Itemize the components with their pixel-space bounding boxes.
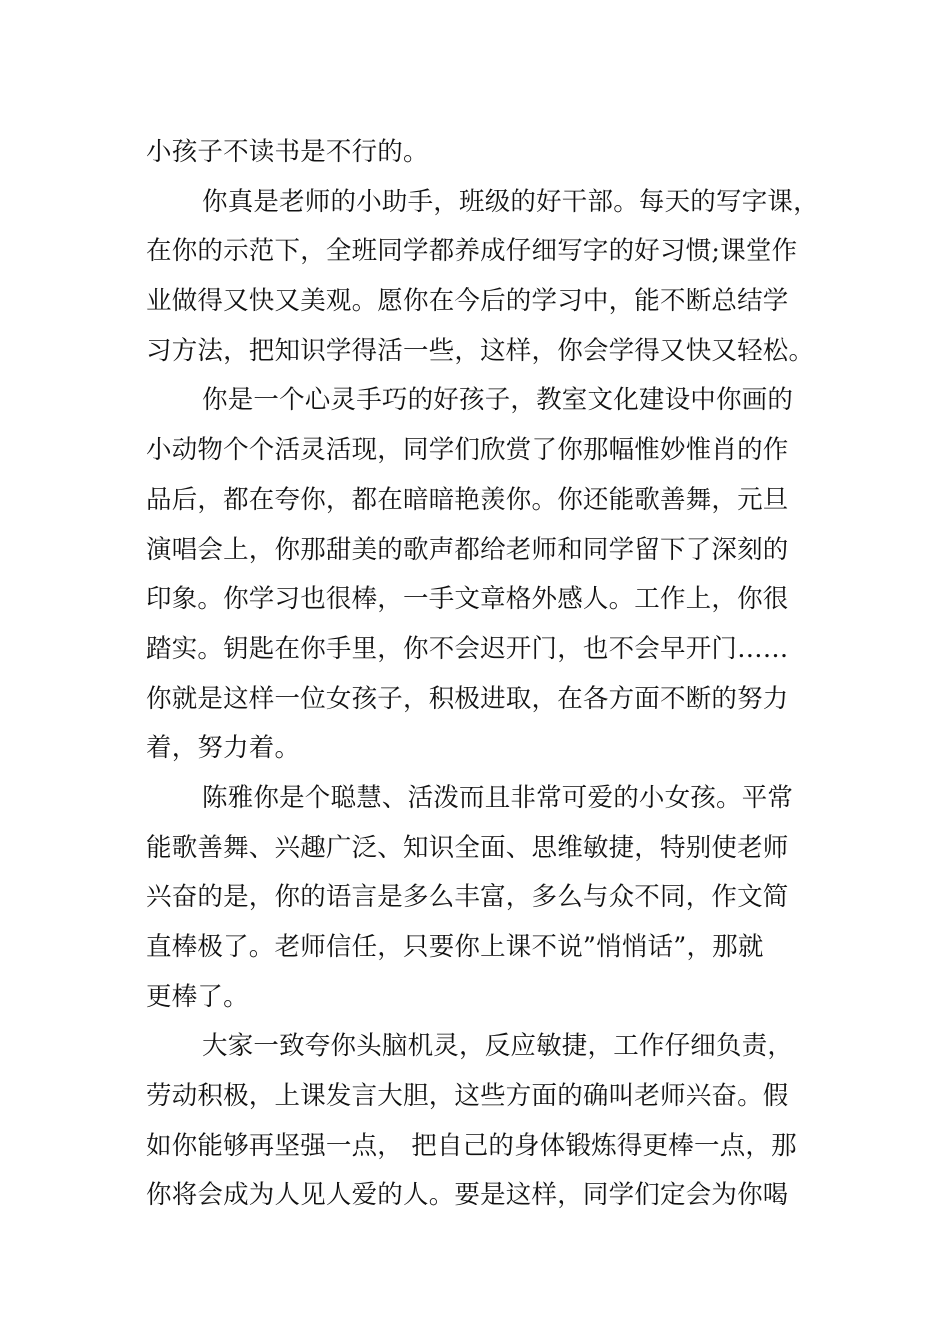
text-line: 更棒了。 — [146, 981, 249, 1012]
paragraph-start-line: 你是一个心灵手巧的好孩子，教室文化建设中你画的 — [202, 385, 794, 416]
text-line: 演唱会上，你那甜美的歌声都给老师和同学留下了深刻的 — [146, 534, 789, 565]
text-line: 如你能够再坚强一点， 把自己的身体锻炼得更棒一点，那 — [146, 1130, 797, 1161]
text-line: 品后，都在夸你，都在暗暗艳羡你。你还能歌善舞，元旦 — [146, 484, 789, 515]
text-line: 你将会成为人见人爱的人。要是这样，同学们定会为你喝 — [146, 1180, 789, 1211]
text-line: 业做得又快又美观。愿你在今后的学习中，能不断总结学 — [146, 286, 789, 317]
text-line: 你就是这样一位女孩子，积极进取，在各方面不断的努力 — [146, 683, 789, 714]
text-line: 兴奋的是，你的语言是多么丰富，多么与众不同，作文简 — [146, 882, 789, 913]
paragraph-start-line: 陈雅你是个聪慧、活泼而且非常可爱的小女孩。平常 — [202, 782, 794, 813]
text-line: 劳动积极，上课发言大胆，这些方面的确叫老师兴奋。假 — [146, 1081, 789, 1112]
text-line: 能歌善舞、兴趣广泛、知识全面、思维敏捷，特别使老师 — [146, 832, 789, 863]
text-line: 小孩子不读书是不行的。 — [146, 137, 429, 167]
text-line: 踏实。钥匙在你手里，你不会迟开门，也不会早开门…… — [146, 633, 789, 664]
text-line: 在你的示范下，全班同学都养成仔细写字的好习惯;课堂作 — [146, 236, 798, 267]
document-body — [146, 128, 818, 1221]
text-line: 印象。你学习也很棒，一手文章格外感人。工作上，你很 — [146, 584, 789, 615]
text-line: 着，努力着。 — [146, 733, 301, 764]
paragraph-start-line: 大家一致夸你头脑机灵，反应敏捷，工作仔细负责， — [202, 1031, 794, 1062]
text-line: 直棒极了。老师信任，只要你上课不说”悄悄话”，那就 — [146, 932, 764, 962]
paragraph-start-line: 你真是老师的小助手，班级的好干部。每天的写字课， — [202, 186, 819, 217]
text-line: 习方法，把知识学得活一些，这样，你会学得又快又轻松。 — [146, 335, 815, 366]
text-line: 小动物个个活灵活现，同学们欣赏了你那幅惟妙惟肖的作 — [146, 435, 789, 466]
